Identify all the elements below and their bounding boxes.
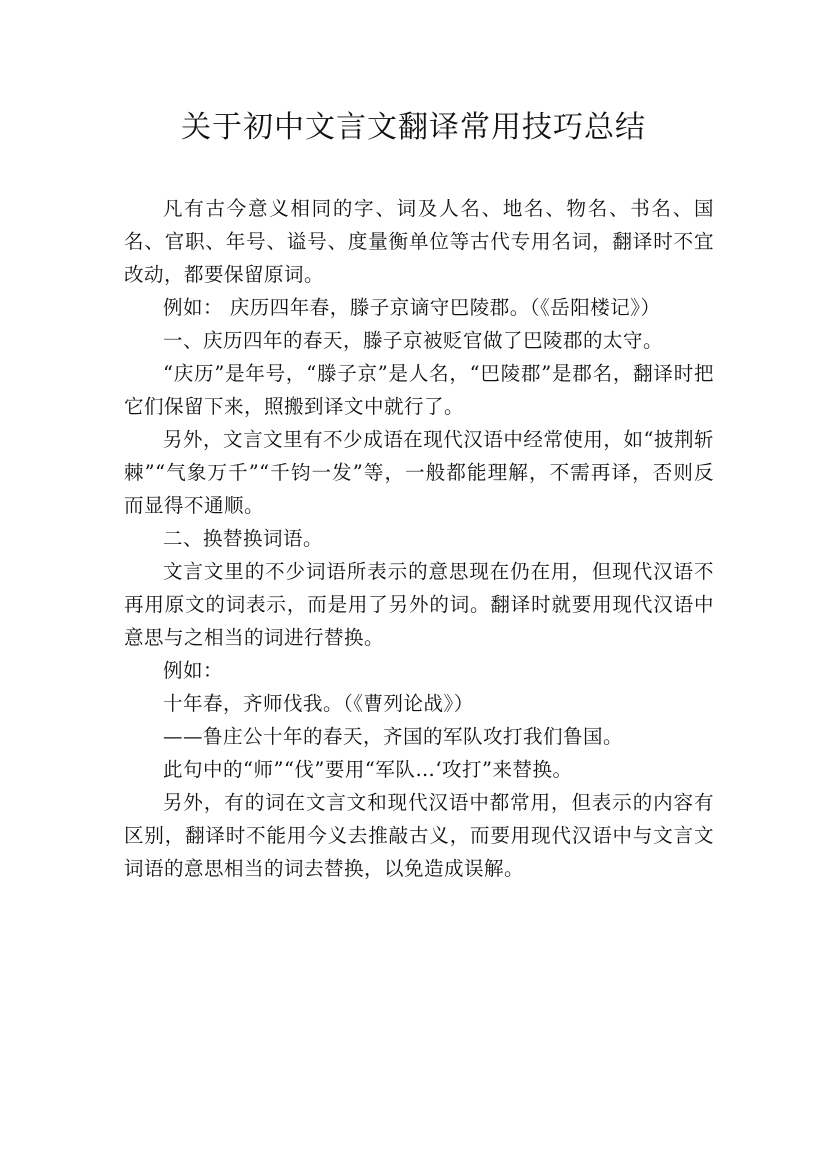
document-title: 关于初中文言文翻译常用技巧总结	[181, 110, 646, 145]
paragraph-intro: 凡有古今意义相同的字、词及人名、地名、物名、书名、国名、官职、年号、谥号、度量衡单位等古代专用名词，翻译时不宜改动，都要保留原词。	[124, 197, 714, 286]
paragraph-explanation-2: 此句中的“师”“伐”要用“军队…‘攻打”来替换。	[163, 758, 573, 781]
paragraph-meaning-difference: 另外，有的词在文言文和现代汉语中都常用，但表示的内容有区别，翻译时不能用今义去推敲古义，而要用现代汉语中与文言文词语的意思相当的词去替换，以免造成误解。	[124, 791, 714, 880]
paragraph-example-2-label: 例如：	[163, 659, 224, 682]
paragraph-translation-2: ——鲁庄公十年的春天，齐国的军队攻打我们鲁国。	[163, 725, 624, 748]
paragraph-replace-words: 文言文里的不少词语所表示的意思现在仍在用，但现代汉语不再用原文的词表示，而是用了另外的词。翻译时就要用现代汉语中意思与之相当的词进行替换。	[124, 560, 714, 649]
paragraph-example-1: 例如： 庆历四年春，滕子京谪守巴陵郡。（《岳阳楼记》）	[163, 296, 661, 319]
section-heading-2: 二、换替换词语。	[163, 527, 324, 550]
document-body	[124, 192, 714, 885]
paragraph-example-2: 十年春，齐师伐我。（《曹列论战》）	[163, 692, 474, 715]
paragraph-explanation-1: “庆历”是年号，“滕子京”是人名，“巴陵郡”是郡名，翻译时把它们保留下来，照搬到译文中就行了。	[124, 362, 714, 418]
paragraph-translation-1: 一、庆历四年的春天，滕子京被贬官做了巴陵郡的太守。	[163, 329, 664, 352]
paragraph-idioms: 另外，文言文里有不少成语在现代汉语中经常使用，如“披荆斩棘”“气象万千”“千钧一发”等，一般都能理解，不需再译，否则反而显得不通顺。	[124, 428, 714, 517]
